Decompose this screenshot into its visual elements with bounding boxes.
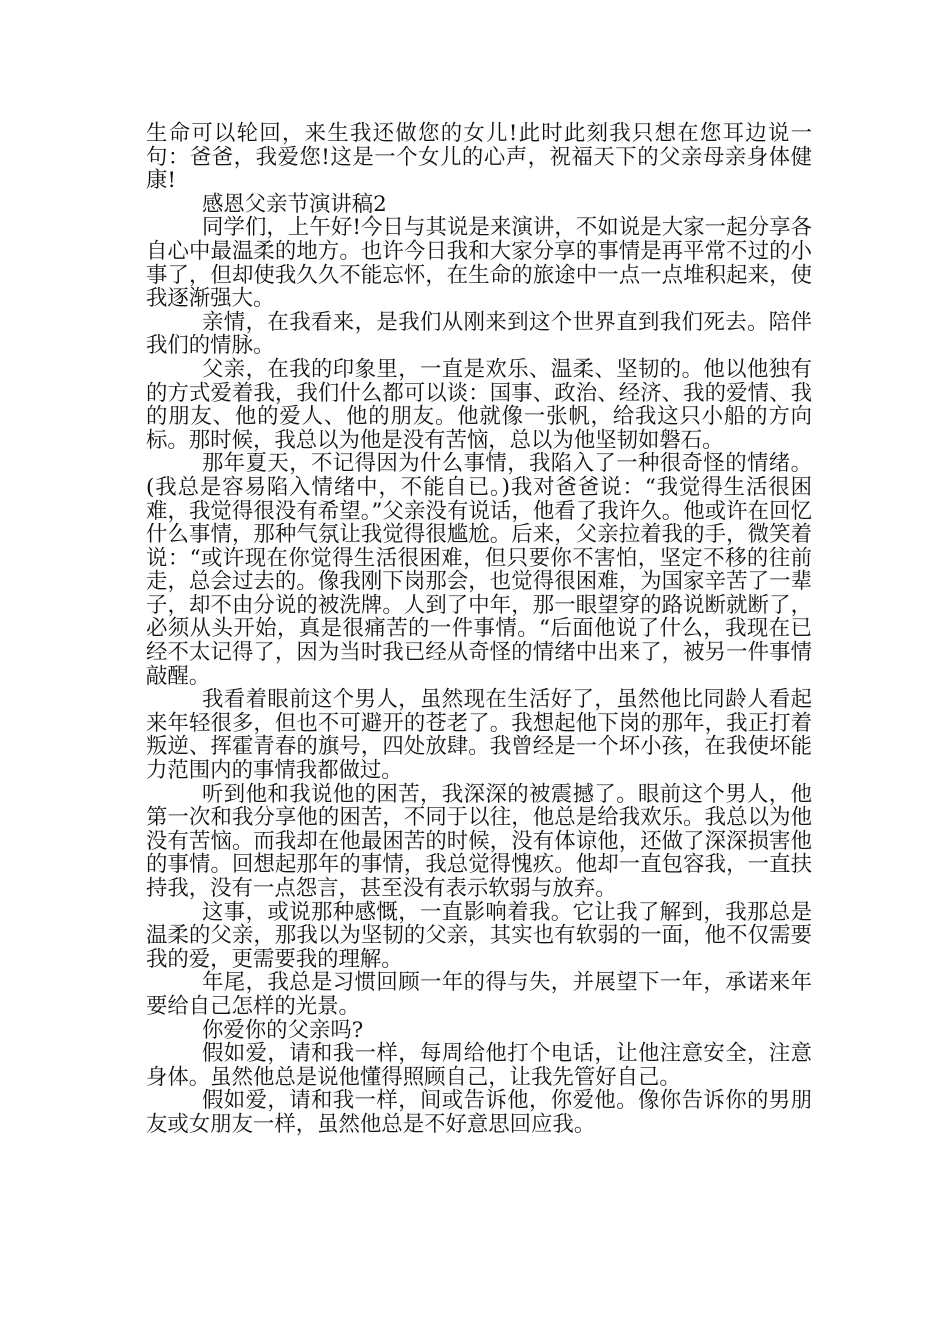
paragraph: 亲情，在我看来，是我们从刚来到这个世界直到我们死去。陪伴我们的情脉。 bbox=[146, 309, 812, 359]
paragraph: 年尾，我总是习惯回顾一年的得与失，并展望下一年，承诺来年要给自己怎样的光景。 bbox=[146, 970, 812, 1019]
paragraph: 这事，或说那种感慨，一直影响着我。它让我了解到，我那总是温柔的父亲，那我以为坚韧的父亲，其实也有软弱的一面，他不仅需要我的爱，更需要我的理解。 bbox=[146, 899, 812, 972]
paragraph: 我看着眼前这个男人，虽然现在生活好了，虽然他比同龄人看起来年轻很多，但也不可避开的苍老了。我想起他下岗的那年，我正打着叛逆、挥霍青春的旗号，四处放肆。我曾经是一个坏小孩，在我使坏能力范围内的事情我都做过。 bbox=[146, 687, 812, 784]
paragraph: 假如爱，请和我一样，每周给他打个电话，让他注意安全，注意身体。虽然他总是说他懂得照顾自己，让我先管好自己。 bbox=[146, 1041, 812, 1090]
document-page bbox=[146, 122, 812, 1137]
section-title: 感恩父亲节演讲稿2 bbox=[202, 191, 387, 217]
paragraph: 你爱你的父亲吗? bbox=[202, 1017, 364, 1043]
paragraph: 假如爱，请和我一样，间或告诉他，你爱他。像你告诉你的男朋友或女朋友一样，虽然他总是不好意思回应我。 bbox=[146, 1088, 812, 1137]
paragraph: 同学们，上午好!今日与其说是来演讲，不如说是大家一起分享各自心中最温柔的地方。也许今日我和大家分享的事情是再平常不过的小事了，但却使我久久不能忘怀，在生命的旅途中一点一点堆积起来，使我逐渐强大。 bbox=[146, 215, 812, 312]
paragraph: 父亲，在我的印象里，一直是欢乐、温柔、坚韧的。他以他独有的方式爱着我，我们什么都可以谈：国事、政治、经济、我的爱情、我的朋友、他的爱人、他的朋友。他就像一张帆，给我这只小船的方向标。那时候，我总以为他是没有苦恼，总以为他坚韧如磐石。 bbox=[146, 356, 812, 453]
paragraph: 听到他和我说他的困苦，我深深的被震撼了。眼前这个男人，他第一次和我分享他的困苦，不同于以往，他总是给我欢乐。我总以为他没有苦恼。而我却在他最困苦的时候，没有体谅他，还做了深深损害他的事情。回想起那年的事情，我总觉得愧疚。他却一直包容我，一直扶持我，没有一点怨言，甚至没有表示软弱与放弃。 bbox=[146, 781, 812, 901]
paragraph-continuation: 生命可以轮回，来生我还做您的女儿!此时此刻我只想在您耳边说一句：爸爸，我爱您!这是一个女儿的心声，祝福天下的父亲母亲身体健康! bbox=[146, 121, 812, 194]
paragraph: 那年夏天，不记得因为什么事情，我陷入了一种很奇怪的情绪。(我总是容易陷入情绪中，不能自已。)我对爸爸说：“我觉得生活很困难，我觉得很没有希望。”父亲没有说话，他看了我许久。他或许在回忆什么事情，那种气氛让我觉得很尴尬。后来，父亲拉着我的手，微笑着说：“或许现在你觉得生活很困难，但只要你不害怕，坚定不移的往前走，总会过去的。像我刚下岗那会，也觉得很困难，为国家辛苦了一辈子，却不由分说的被洗牌。人到了中年，那一眼望穿的路说断就断了，必须从头开始，真是很痛苦的一件事情。“后面他说了什么，我现在已经不太记得了，因为当时我已经从奇怪的情绪中出来了，被另一件事情敲醒。 bbox=[146, 451, 812, 689]
